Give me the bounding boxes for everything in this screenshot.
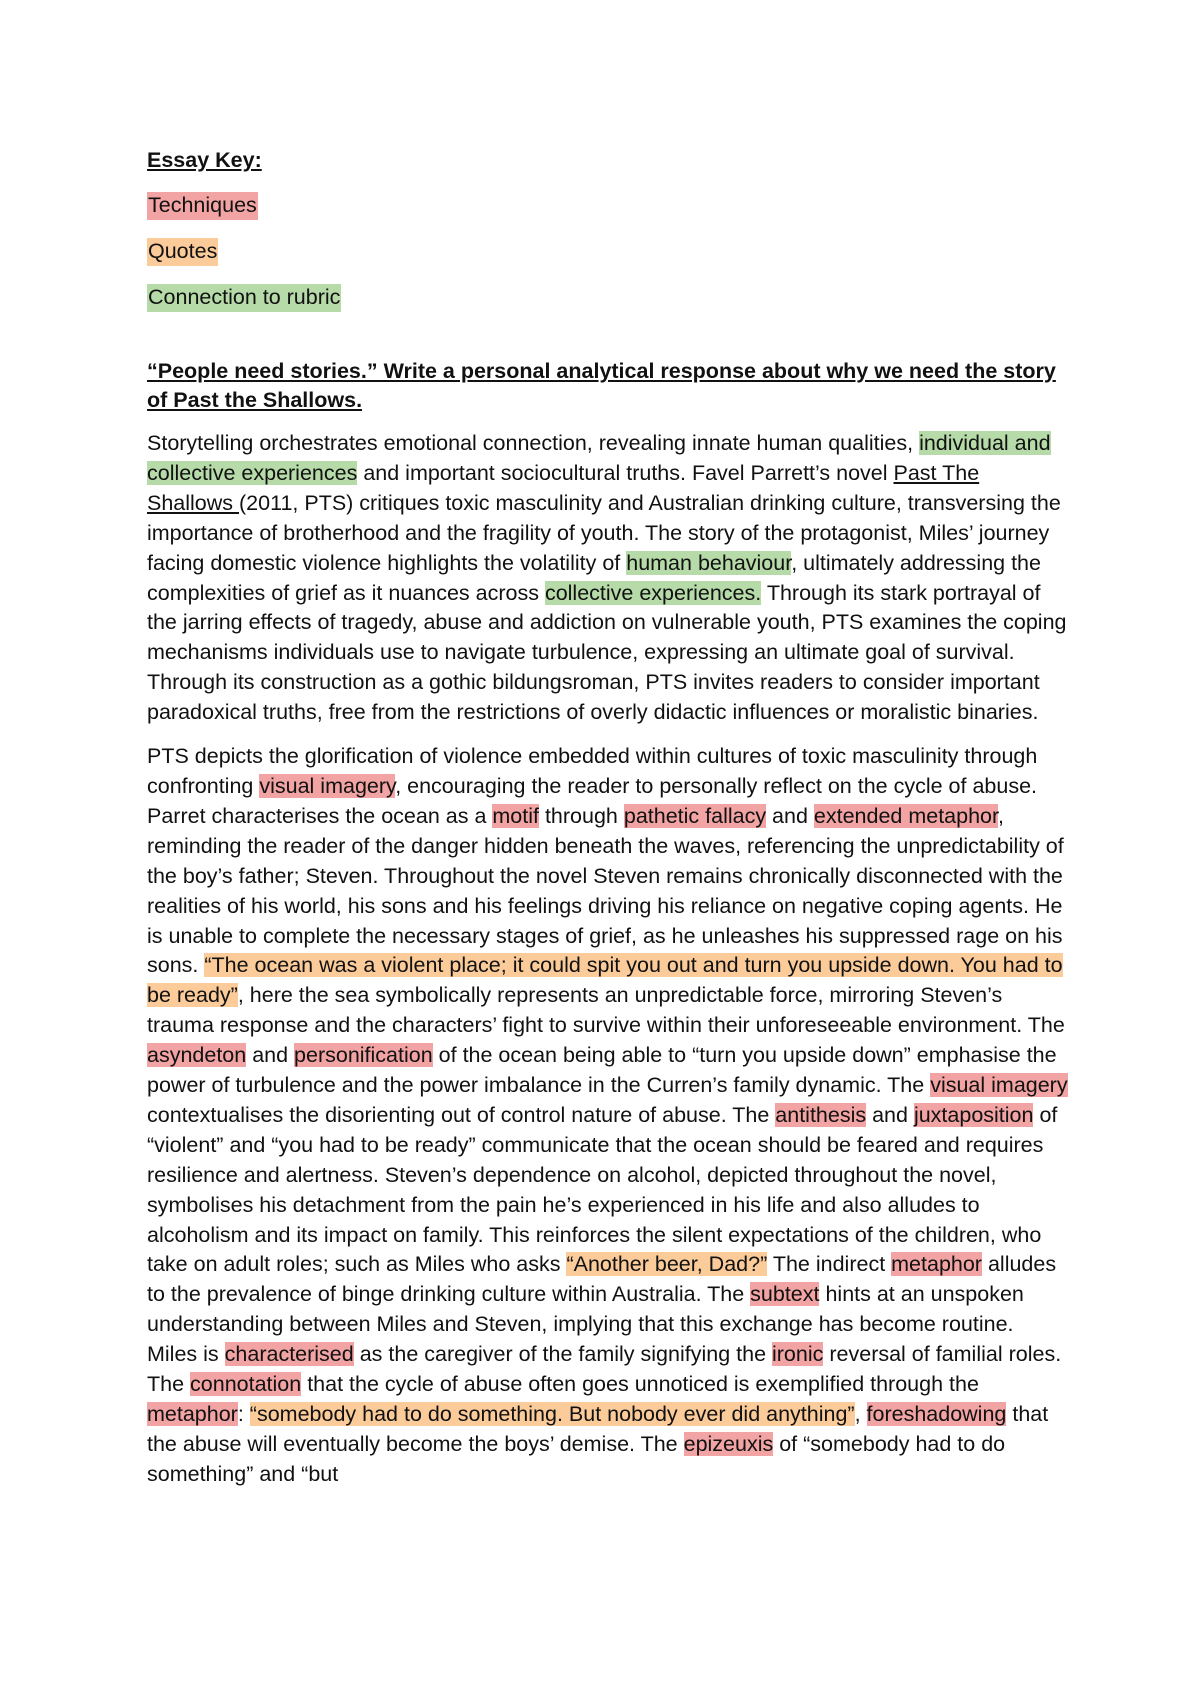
- paragraph-text: through: [538, 803, 624, 828]
- paragraph-text: , ultimately addressing the complexities of grief as it nuances across: [147, 550, 1041, 605]
- paragraph-text: that the abuse will eventually become the boys’ demise. The: [147, 1402, 1049, 1456]
- paragraph-text: PTS depicts the glorification of violence embedded within cultures of toxic masculinity through confronting: [147, 744, 1038, 798]
- paragraph-text: Storytelling orchestrates emotional connection, revealing innate human qualities,: [147, 431, 920, 455]
- paragraph-text: alludes to the prevalence of binge drinking culture within Australia. The: [147, 1252, 1057, 1307]
- paragraph-text: and important sociocultural truths. Favel Parrett’s novel: [357, 460, 894, 485]
- technique-highlight: motif: [492, 803, 539, 828]
- paragraph-text: contextualises the disorienting out of control nature of abuse. The: [147, 1102, 776, 1127]
- paragraph-text: , here the sea symbolically represents an unpredictable force, mirroring Steven’s trauma response and the characters’ fight to survive within their unforeseeable environment. The: [147, 983, 1065, 1038]
- paragraph-text: ,: [854, 1402, 867, 1426]
- introduction-paragraph: [147, 429, 1069, 728]
- technique-highlight: antithesis: [775, 1102, 867, 1127]
- technique-highlight: visual imagery: [930, 1073, 1068, 1098]
- paragraph-text: Through its stark portrayal of the jarring effects of tragedy, abuse and addiction on vulnerable youth, PTS examines the coping mechanisms individuals use to navigate turbulence, expressing an ultimate goal of survival. Through its construction as a gothic bildungsroman, PTS invites readers to consider important paradoxical truths, free from the restrictions of overly didactic influences or moralistic binaries.: [147, 580, 1067, 725]
- paragraph-text: hints at an unspoken understanding between Miles and Steven, implying that this exchange has become routine. Miles is: [147, 1282, 1024, 1367]
- technique-highlight: foreshadowing: [866, 1402, 1007, 1426]
- paragraph-text: :: [237, 1402, 250, 1426]
- technique-highlight: metaphor: [891, 1252, 982, 1277]
- body-paragraph: [147, 742, 1069, 1490]
- key-techniques-label: Techniques: [147, 192, 258, 220]
- paragraph-text: reversal of familial roles. The: [147, 1342, 1062, 1397]
- paragraph-text: , reminding the reader of the danger hidden beneath the waves, referencing the unpredictability of the boy’s father; Steven. Throughout the novel Steven remains chronically disconnected with the realities of his world, his sons and his feelings driving his reliance on negative coping agents. He is unable to complete the necessary stages of grief, as he unleashes his suppressed rage on his sons.: [147, 803, 1064, 978]
- quote-highlight: “somebody had to do something. But nobody ever did anything”: [249, 1402, 855, 1426]
- novel-title: Past The Shallows: [147, 460, 980, 515]
- paragraph-text: of the ocean being able to “turn you upside down” emphasise the power of turbulence and the power imbalance in the Curren’s family dynamic. The: [147, 1043, 1057, 1098]
- technique-highlight: visual imagery: [259, 773, 396, 798]
- rubric-highlight: individual and collective experiences: [147, 431, 1051, 485]
- rubric-highlight: human behaviour: [626, 550, 792, 575]
- paragraph-text: and: [866, 1102, 914, 1127]
- paragraph-text: and: [246, 1043, 295, 1068]
- essay-question: “People need stories.” Write a personal analytical response about why we need the story of Past the Shallows.: [147, 359, 1056, 412]
- paragraph-text: of “somebody had to do something” and “but: [147, 1431, 1006, 1486]
- technique-highlight: metaphor: [147, 1402, 238, 1426]
- technique-highlight: ironic: [772, 1342, 824, 1367]
- technique-highlight: characterised: [224, 1342, 354, 1367]
- key-rubric-label: Connection to rubric: [147, 284, 341, 312]
- technique-highlight: epizeuxis: [683, 1431, 774, 1456]
- technique-highlight: personification: [294, 1043, 433, 1068]
- key-techniques-item: [147, 190, 1069, 220]
- technique-highlight: asyndeton: [147, 1043, 247, 1068]
- technique-highlight: juxtaposition: [913, 1102, 1034, 1127]
- document-body: [147, 145, 1069, 1504]
- paragraph-text: (2011, PTS) critiques toxic masculinity and Australian drinking culture, transversing the importance of brotherhood and the fragility of youth. The story of the protagonist, Miles’ journey facing domestic violence highlights the volatility of: [147, 490, 1061, 575]
- paragraph-text: , encouraging the reader to personally reflect on the cycle of abuse. Parret characterises the ocean as a: [147, 773, 1037, 828]
- paragraph-text: and: [766, 803, 814, 828]
- key-rubric-item: [147, 282, 1069, 312]
- quote-highlight: “Another beer, Dad?”: [566, 1252, 768, 1277]
- technique-highlight: connotation: [190, 1372, 302, 1397]
- paragraph-text: of “violent” and “you had to be ready” communicate that the ocean should be feared and requires resilience and alertness. Steven’s dependence on alcohol, depicted throughout the novel, symbolises his detachment from the pain he’s experienced in his life and also alludes to alcoholism and its impact on family. This reinforces the silent expectations of the children, who take on adult roles; such as Miles who asks: [147, 1102, 1058, 1277]
- key-quotes-label: Quotes: [147, 238, 218, 266]
- technique-highlight: extended metaphor: [813, 803, 998, 828]
- technique-highlight: subtext: [750, 1282, 820, 1307]
- paragraph-text: The indirect: [767, 1252, 892, 1277]
- paragraph-text: as the caregiver of the family signifying the: [353, 1342, 772, 1367]
- key-quotes-item: [147, 236, 1069, 266]
- technique-highlight: pathetic fallacy: [623, 803, 767, 828]
- quote-highlight: “The ocean was a violent place; it could spit you out and turn you upside down. You had to be ready”: [147, 953, 1063, 1008]
- essay-key-title: Essay Key:: [147, 148, 262, 172]
- paragraph-text: that the cycle of abuse often goes unnoticed is exemplified through the: [301, 1372, 979, 1397]
- rubric-highlight: collective experiences.: [544, 580, 762, 605]
